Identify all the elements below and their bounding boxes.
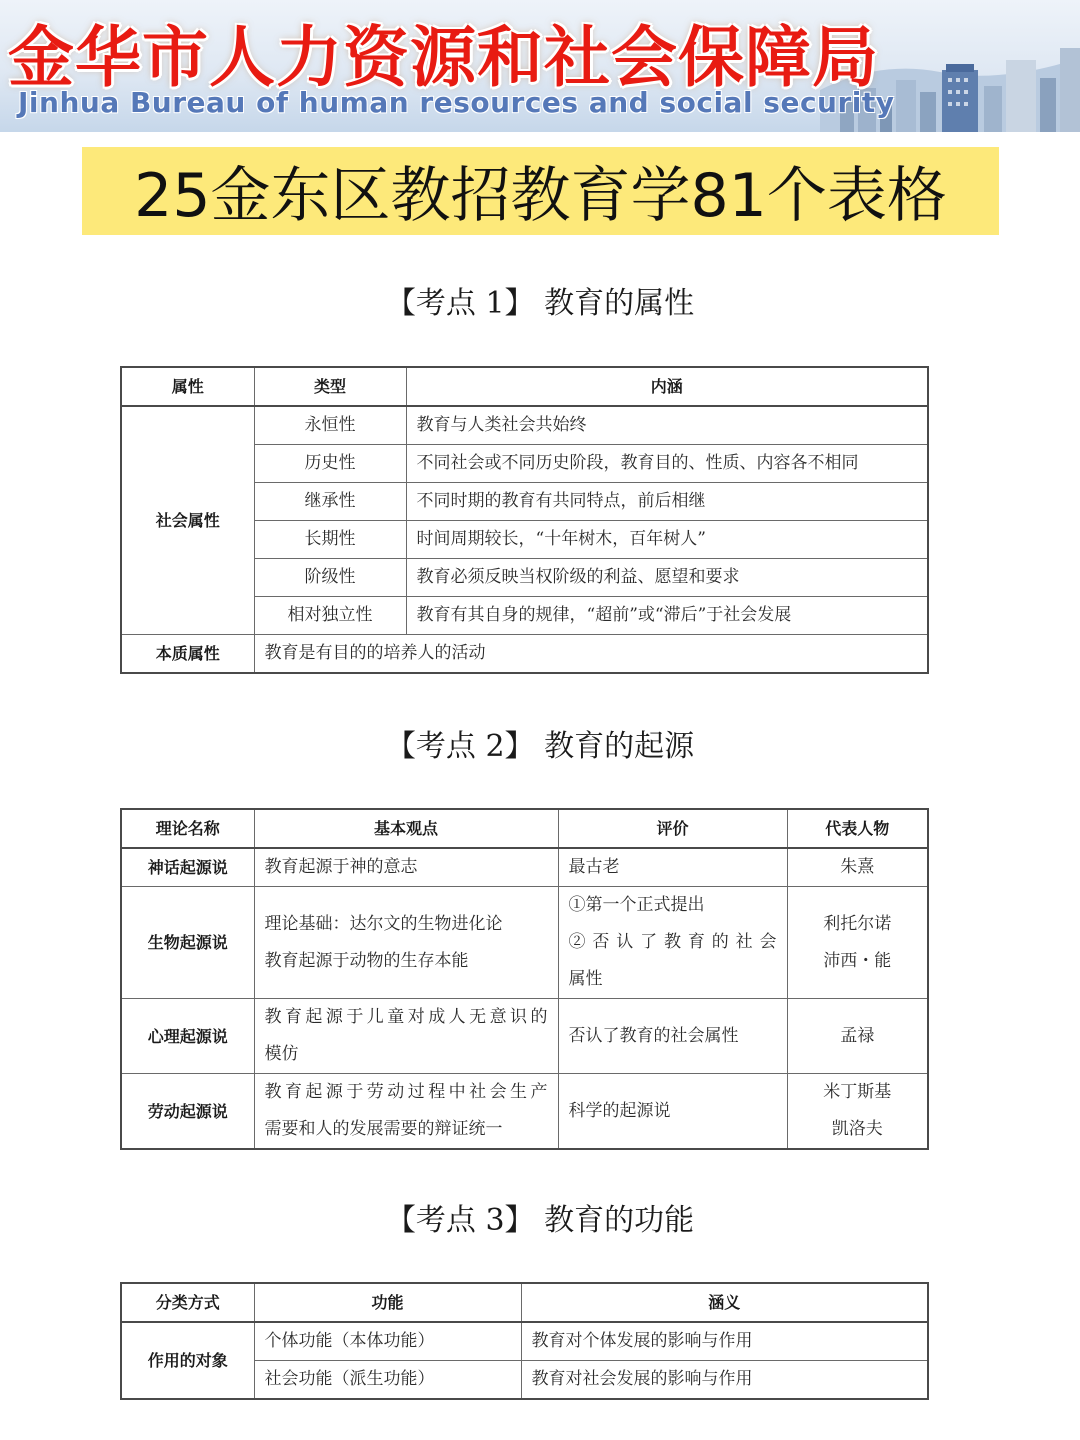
meaning-cell: 不同社会或不同历史阶段，教育目的、性质、内容各不相同 — [406, 445, 928, 483]
view-line: 教育起源于儿童对成人无意识的 — [264, 1007, 548, 1027]
evaluation-cell — [558, 848, 787, 887]
evaluation-line: ①第一个正式提出 — [568, 895, 705, 915]
education-origin-table — [120, 808, 929, 1150]
table-row — [121, 635, 928, 674]
evaluation-line: 最古老 — [568, 857, 620, 877]
view-line: 教育起源于神的意志 — [264, 857, 418, 877]
representative-line: 朱熹 — [840, 857, 875, 877]
evaluation-line: ②否认了教育的社会 — [568, 932, 777, 952]
table-row — [121, 887, 928, 999]
representative-cell — [787, 999, 928, 1074]
table-header-row — [121, 367, 928, 406]
type-cell: 长期性 — [254, 521, 406, 559]
col-header-evaluation: 评价 — [558, 809, 787, 848]
meaning-cell: 教育与人类社会共始终 — [406, 406, 928, 445]
table-header-row — [121, 809, 928, 848]
page-title: 25金东区教招教育学81个表格 — [82, 147, 999, 235]
col-header-meaning: 内涵 — [406, 367, 928, 406]
table-row — [121, 848, 928, 887]
theory-name-cell: 生物起源说 — [121, 887, 254, 999]
section3-title: 【考点 3】 教育的功能 — [385, 1203, 695, 1238]
type-cell: 历史性 — [254, 445, 406, 483]
header-banner — [0, 0, 1080, 132]
view-cell — [254, 848, 558, 887]
type-cell: 继承性 — [254, 483, 406, 521]
view-line: 教育起源于动物的生存本能 — [264, 950, 469, 971]
evaluation-line: 否认了教育的社会属性 — [568, 1025, 739, 1046]
meaning-cell: 教育有其自身的规律，“超前”或“滞后”于社会发展 — [406, 597, 928, 635]
object-classification-label: 作用的对象 — [121, 1322, 254, 1399]
essence-meaning-cell: 教育是有目的的培养人的活动 — [254, 635, 928, 674]
function-cell: 个体功能（本体功能） — [254, 1322, 521, 1361]
meaning-cell: 不同时期的教育有共同特点，前后相继 — [406, 483, 928, 521]
representative-line: 利托尔诺 — [823, 913, 892, 934]
essence-attribute-label: 本质属性 — [121, 635, 254, 674]
col-header-representative: 代表人物 — [787, 809, 928, 848]
representative-line: 凯洛夫 — [831, 1119, 883, 1139]
table-row — [121, 406, 928, 445]
table-row — [121, 1322, 928, 1361]
col-header-view: 基本观点 — [254, 809, 558, 848]
banner-subtitle: Jinhua Bureau of human resources and social security — [18, 86, 895, 119]
col-header-classification: 分类方式 — [121, 1283, 254, 1322]
section2-title: 【考点 2】 教育的起源 — [385, 729, 695, 764]
representative-line: 米丁斯基 — [823, 1082, 892, 1102]
table-header-row — [121, 1283, 928, 1322]
type-cell: 永恒性 — [254, 406, 406, 445]
meaning-cell: 时间周期较长，“十年树木，百年树人” — [406, 521, 928, 559]
representative-line: 孟禄 — [840, 1025, 875, 1046]
view-line: 需要和人的发展需要的辩证统一 — [264, 1119, 503, 1139]
representative-line: 沛西・能 — [823, 950, 892, 971]
implication-cell: 教育对社会发展的影响与作用 — [521, 1361, 928, 1400]
view-line: 理论基础：达尔文的生物进化论 — [264, 913, 503, 934]
evaluation-line: 属性 — [568, 969, 603, 989]
table-row — [121, 999, 928, 1074]
meaning-cell: 教育必须反映当权阶级的利益、愿望和要求 — [406, 559, 928, 597]
education-attributes-table — [120, 366, 929, 674]
theory-name-cell: 心理起源说 — [121, 999, 254, 1074]
view-cell — [254, 999, 558, 1074]
col-header-type: 类型 — [254, 367, 406, 406]
view-cell — [254, 1074, 558, 1150]
education-function-table — [120, 1282, 929, 1400]
representative-cell — [787, 848, 928, 887]
banner-title: 金华市人力资源和社会保障局 — [8, 18, 879, 96]
evaluation-line: 科学的起源说 — [568, 1100, 671, 1121]
type-cell: 相对独立性 — [254, 597, 406, 635]
col-header-function: 功能 — [254, 1283, 521, 1322]
function-cell: 社会功能（派生功能） — [254, 1361, 521, 1400]
implication-cell: 教育对个体发展的影响与作用 — [521, 1322, 928, 1361]
section1-title: 【考点 1】 教育的属性 — [385, 286, 695, 321]
view-line: 模仿 — [264, 1044, 299, 1064]
representative-cell — [787, 887, 928, 999]
evaluation-cell — [558, 999, 787, 1074]
type-cell: 阶级性 — [254, 559, 406, 597]
representative-cell — [787, 1074, 928, 1150]
table-row — [121, 1074, 928, 1150]
view-cell — [254, 887, 558, 999]
evaluation-cell — [558, 887, 787, 999]
col-header-implication: 涵义 — [521, 1283, 928, 1322]
social-attribute-label: 社会属性 — [121, 406, 254, 635]
theory-name-cell: 神话起源说 — [121, 848, 254, 887]
col-header-theory: 理论名称 — [121, 809, 254, 848]
evaluation-cell — [558, 1074, 787, 1150]
col-header-attribute: 属性 — [121, 367, 254, 406]
view-line: 教育起源于劳动过程中社会生产 — [264, 1082, 548, 1102]
theory-name-cell: 劳动起源说 — [121, 1074, 254, 1150]
